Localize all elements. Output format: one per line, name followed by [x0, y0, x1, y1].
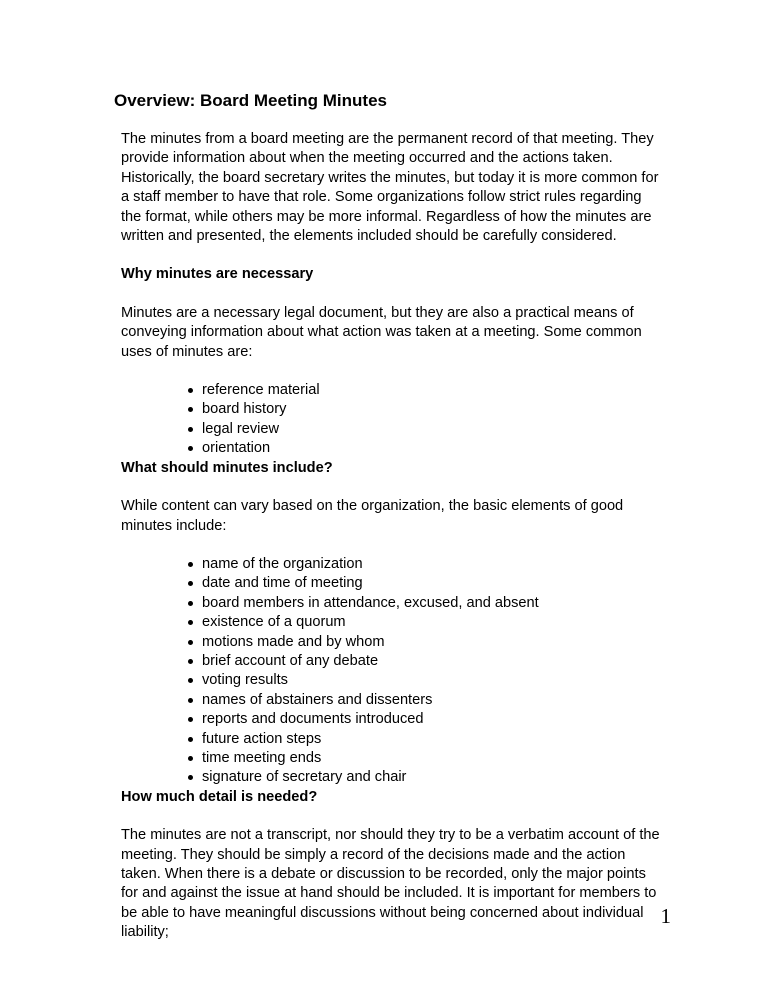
document-body: [121, 130, 661, 943]
list-item: board history: [188, 400, 661, 419]
list-item: legal review: [188, 420, 661, 439]
spacer: [121, 362, 661, 381]
list-item: reference material: [188, 381, 661, 400]
spacer: [121, 807, 661, 826]
section-heading-why: Why minutes are necessary: [121, 266, 314, 283]
page-number: 1: [660, 904, 671, 928]
list-item: future action steps: [188, 730, 661, 749]
list-item: names of abstainers and dissenters: [188, 691, 661, 710]
page-title: Overview: Board Meeting Minutes: [114, 91, 387, 110]
section-heading-include: What should minutes include?: [121, 459, 333, 476]
section-body-include: While content can vary based on the organization, the basic elements of good minutes include:: [121, 498, 624, 534]
section-body-why: Minutes are a necessary legal document, but they are also a practical means of conveying information about what action was taken at a meeting. Some common uses of minutes are:: [121, 304, 642, 360]
elements-bullet-list: [121, 555, 661, 788]
list-item: existence of a quorum: [188, 613, 661, 632]
list-item: board members in attendance, excused, and absent: [188, 594, 661, 613]
list-item: date and time of meeting: [188, 574, 661, 593]
list-item: brief account of any debate: [188, 652, 661, 671]
list-item: orientation: [188, 439, 661, 458]
list-item: time meeting ends: [188, 749, 661, 768]
list-item: reports and documents introduced: [188, 710, 661, 729]
list-item: motions made and by whom: [188, 633, 661, 652]
list-item: signature of secretary and chair: [188, 768, 661, 787]
uses-bullet-list: [121, 381, 661, 459]
spacer: [121, 478, 661, 497]
list-item: name of the organization: [188, 555, 661, 574]
spacer: [121, 536, 661, 555]
intro-paragraph: The minutes from a board meeting are the permanent record of that meeting. They provide information about when the meeting occurred and the actions taken. Historically, the board secretary writes the minutes, but today it is more common for a staff member to have that role. Some organizations follow strict rules regarding the format, while others may be more informal. Regardless of how the minutes are written and presented, the elements included should be carefully considered.: [121, 131, 659, 245]
spacer: [121, 285, 661, 304]
list-item: voting results: [188, 671, 661, 690]
section-heading-detail: How much detail is needed?: [121, 788, 318, 805]
section-body-detail: The minutes are not a transcript, nor should they try to be a verbatim account of the meeting. They should be simply a record of the decisions made and the action taken. When there is a debate or discussion to be recorded, only the major points for and against the issue at hand should be included. It is important for members to be able to have meaningful discussions without being concerned about individual liability;: [121, 827, 660, 941]
